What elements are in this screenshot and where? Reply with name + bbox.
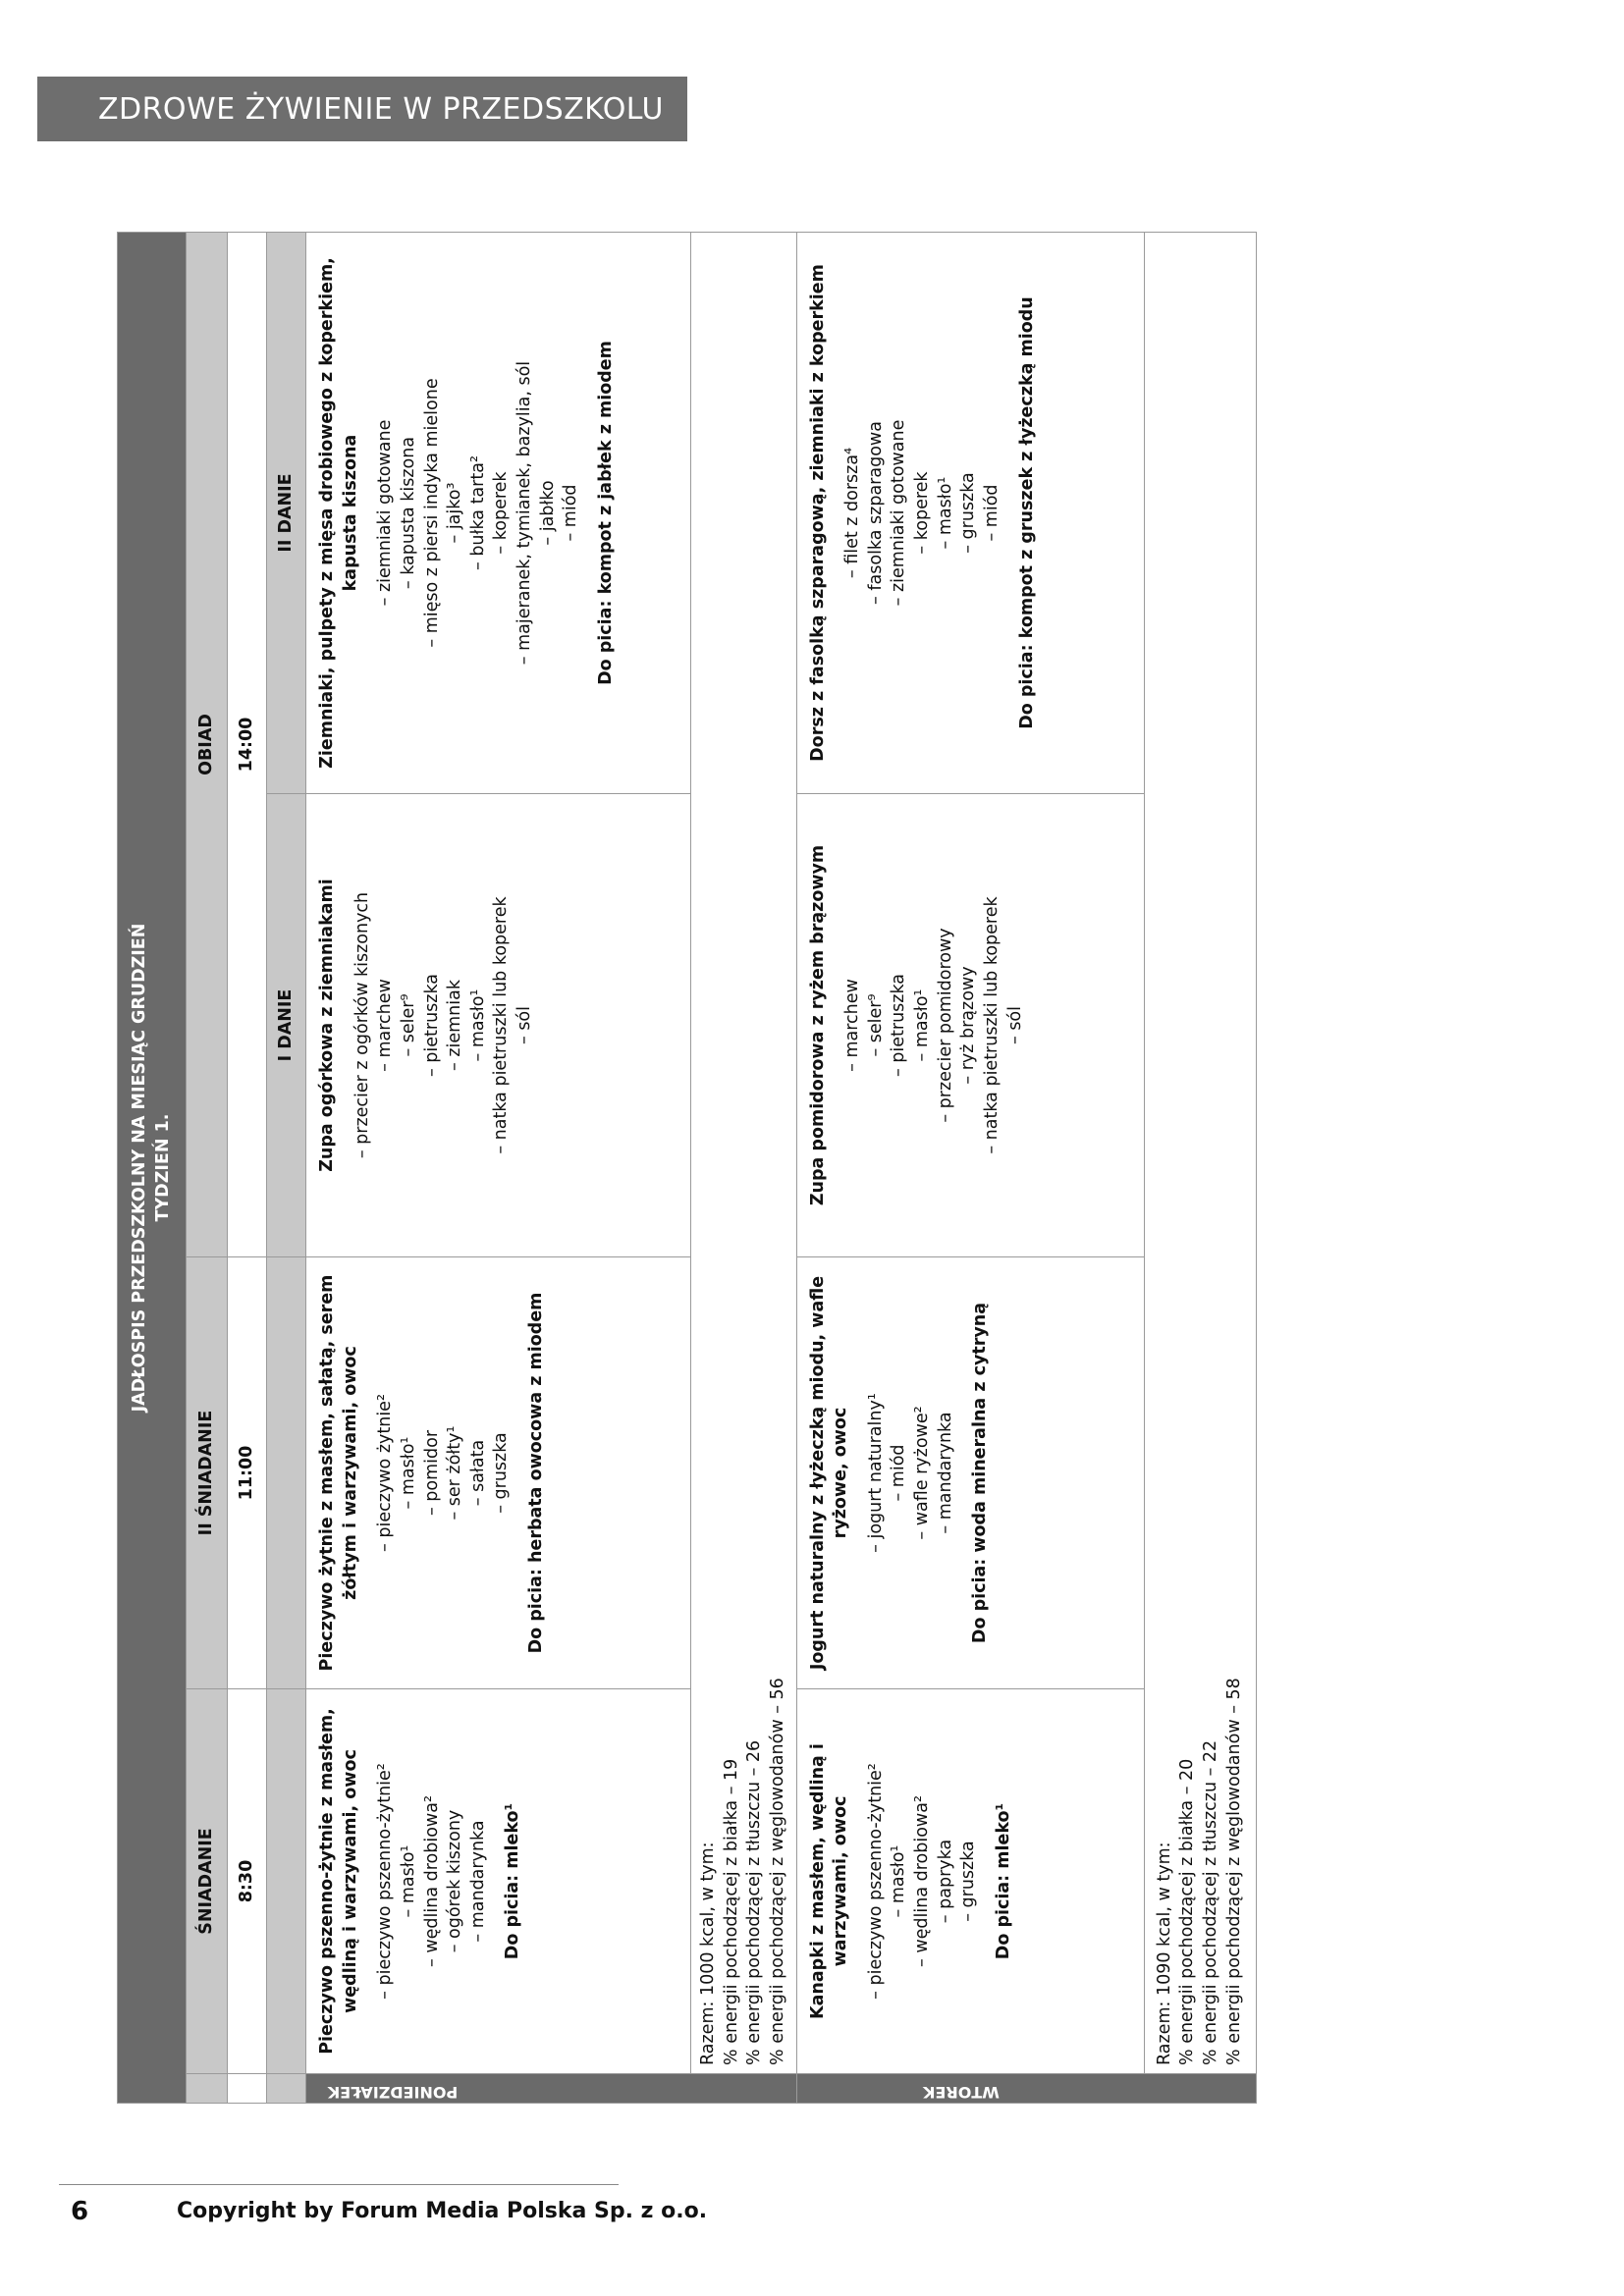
ingredient: – ziemniaki gotowane (889, 419, 909, 607)
ingredient: – masło¹ (467, 988, 488, 1062)
ingredient: – pietruszka (889, 973, 909, 1078)
section-header (37, 77, 687, 141)
drink: Do picia: kompot z jabłek z miodem (595, 341, 616, 685)
ingredient: – filet z dorsza⁴ (842, 447, 863, 579)
drink: Do picia: kompot z gruszek z łyżeczką miodu (1016, 296, 1037, 729)
ingredient: – natka pietruszki lub koperek (981, 896, 1001, 1154)
ingredient: – jogurt naturalny¹ (865, 1393, 886, 1553)
summary-kcal: Razem: 1090 kcal, w tym: (1154, 1842, 1174, 2065)
footer-divider (59, 2184, 619, 2185)
column-header-ii-danie: II DANIE (267, 233, 306, 794)
ingredient: – masło¹ (935, 476, 955, 550)
ingredient: – jajko³ (445, 482, 465, 544)
ingredient-list (374, 242, 583, 783)
ingredient: – natka pietruszki lub koperek (491, 896, 512, 1154)
time-obiad: 14:00 (228, 233, 267, 1257)
ingredient: – bułka tarta² (467, 455, 488, 570)
menu-table-frame (117, 233, 1254, 2104)
ingredient: – marchew (842, 979, 863, 1072)
ingredient: – ryż brązowy (958, 966, 979, 1085)
dish-name: Zupa pomidorowa z ryżem brązowym (807, 844, 828, 1206)
ingredient: – jabłko (537, 480, 558, 546)
dish-name: Ziemniaki, pulpety z mięsa drobiowego z koperkiem, kapusta kiszona (317, 257, 360, 769)
day-row-poniedzialek (306, 233, 691, 2104)
ingredient: – ser żółty¹ (445, 1425, 465, 1521)
meal-sniadanie (306, 1689, 691, 2074)
ingredient-list (374, 1267, 514, 1679)
summary-fat: % energii pochodzącej z tłuszczu – 26 (744, 1739, 765, 2065)
ingredient: – pomidor (421, 1429, 442, 1517)
ingredient: – miód (561, 484, 581, 542)
menu-title (118, 233, 187, 2104)
ingredient: – kapusta kiszona (398, 436, 418, 590)
ingredient-list (352, 804, 537, 1247)
time-sniadanie: 8:30 (228, 1689, 267, 2074)
summary-kcal: Razem: 1000 kcal, w tym: (698, 1842, 718, 2065)
ingredient: – miód (981, 484, 1001, 542)
ingredient: – papryka (935, 1839, 955, 1924)
meal-i-danie (796, 794, 1144, 1257)
day-summary (1144, 233, 1256, 2074)
ingredient: – sól (514, 1006, 534, 1044)
dish-name: Dorsz z fasolką szparagową, ziemniaki z koperkiem (807, 264, 828, 762)
summary-carbs: % energii pochodzącej z węglowodanów – 58 (1223, 1678, 1244, 2065)
column-header-sniadanie: ŚNIADANIE (187, 1689, 228, 2074)
subheader-blank (267, 1689, 306, 2074)
drink: Do picia: mleko¹ (503, 1802, 523, 1960)
section-header-title: ZDROWE ŻYWIENIE W PRZEDSZKOLU (97, 91, 664, 127)
column-header-obiad: OBIAD (187, 233, 228, 1257)
day-label-text: PONIEDZIAŁEK (327, 2083, 459, 2103)
ingredient-list (374, 1699, 490, 2063)
summary-carbs: % energii pochodzącej z węglowodanów – 56 (767, 1678, 787, 2065)
day-row-wtorek (796, 233, 1144, 2104)
meal-ii-danie (796, 233, 1144, 794)
copyright-notice: Copyright by Forum Media Polska Sp. z o.o. (177, 2199, 708, 2223)
time-ii-sniadanie: 11:00 (228, 1257, 267, 1689)
dish-name: Pieczywo pszenno-żytnie z masłem, wędliną i warzywami, owoc (317, 1708, 360, 2055)
ingredient: – wędlina drobiowa² (912, 1795, 932, 1967)
drink: Do picia: mleko¹ (993, 1802, 1013, 1960)
ingredient: – marchew (375, 979, 396, 1072)
day-label-text: WTOREK (923, 2083, 1000, 2103)
meal-sniadanie (796, 1689, 1144, 2074)
page-number: 6 (71, 2197, 89, 2226)
ingredient: – ogórek kiszony (445, 1809, 465, 1953)
subheader-blank (267, 1257, 306, 1689)
ingredient-list (865, 1267, 958, 1679)
ingredient: – masło¹ (889, 1844, 909, 1918)
ingredient: – sól (1004, 1006, 1025, 1044)
meal-ii-danie (306, 233, 691, 794)
ingredient: – masło¹ (398, 1844, 418, 1918)
summary-fat: % energii pochodzącej z tłuszczu – 22 (1201, 1739, 1220, 2065)
ingredient: – pieczywo pszenno-żytnie² (375, 1763, 396, 2000)
ingredient-list (841, 804, 1027, 1247)
ingredient: – miód (889, 1444, 909, 1502)
ingredient: – wafle ryżowe² (912, 1406, 932, 1540)
ingredient: – pietruszka (421, 973, 442, 1078)
meal-ii-sniadanie (306, 1257, 691, 1689)
ingredient: – ziemniaki gotowane (375, 419, 396, 607)
ingredient: – koperek (912, 471, 932, 555)
ingredient: – masło¹ (912, 988, 932, 1062)
ingredient: – fasolka szparagowa (865, 421, 886, 605)
ingredient: – mandarynka (935, 1412, 955, 1534)
drink: Do picia: woda mineralna z cytryną (970, 1302, 991, 1644)
ingredient-list (865, 1699, 981, 2063)
ingredient: – pieczywo pszenno-żytnie² (865, 1763, 886, 2000)
dish-name: Kanapki z masłem, wędliną i warzywami, owoc (807, 1743, 851, 2019)
ingredient: – mandarynka (467, 1820, 488, 1943)
summary-protein: % energii pochodzącej z białka – 19 (721, 1758, 741, 2065)
dish-name: Jogurt naturalny z łyżeczką miodu, wafle ryżowe, owoc (807, 1275, 851, 1671)
ingredient: – przecier z ogórków kiszonych (352, 891, 372, 1159)
ingredient: – pieczywo żytnie² (375, 1394, 396, 1552)
day-summary (691, 233, 797, 2074)
column-header-ii-sniadanie: II ŚNIADANIE (187, 1257, 228, 1689)
ingredient: – masło¹ (398, 1436, 418, 1510)
summary-protein: % energii pochodzącej z białka – 20 (1177, 1758, 1198, 2065)
ingredient: – ziemniak (445, 980, 465, 1071)
ingredient: – wędlina drobiowa² (421, 1795, 442, 1967)
menu-title-line2: TYDZIEŃ 1. (152, 1113, 173, 1222)
menu-table (117, 232, 1257, 2104)
drink: Do picia: herbata owocowa z miodem (526, 1292, 546, 1654)
ingredient: – gruszka (958, 472, 979, 554)
column-header-i-danie: I DANIE (267, 794, 306, 1257)
dish-name: Zupa ogórkowa z ziemniakami (317, 879, 337, 1172)
day-label-wtorek (669, 2078, 1254, 2108)
ingredient: – mięso z piersi indyka mielone (421, 378, 442, 648)
day-label-poniedzialek (117, 2078, 669, 2108)
meal-i-danie (306, 794, 691, 1257)
ingredient: – sałata (467, 1439, 488, 1507)
ingredient: – majeranek, tymianek, bazylia, sól (514, 360, 534, 666)
meal-ii-sniadanie (796, 1257, 1144, 1689)
ingredient: – przecier pomidorowy (935, 928, 955, 1123)
ingredient: – seler⁹ (865, 993, 886, 1057)
ingredient: – koperek (491, 471, 512, 555)
menu-title-line1: JADŁOSPIS PRZEDSZKOLNY NA MIESIĄC GRUDZIEŃ (129, 923, 149, 1413)
ingredient-list (841, 242, 1003, 783)
dish-name: Pieczywo żytnie z masłem, sałatą, serem żółtym i warzywami, owoc (317, 1274, 360, 1672)
ingredient: – gruszka (958, 1841, 979, 1922)
ingredient: – seler⁹ (398, 993, 418, 1057)
ingredient: – gruszka (491, 1432, 512, 1514)
